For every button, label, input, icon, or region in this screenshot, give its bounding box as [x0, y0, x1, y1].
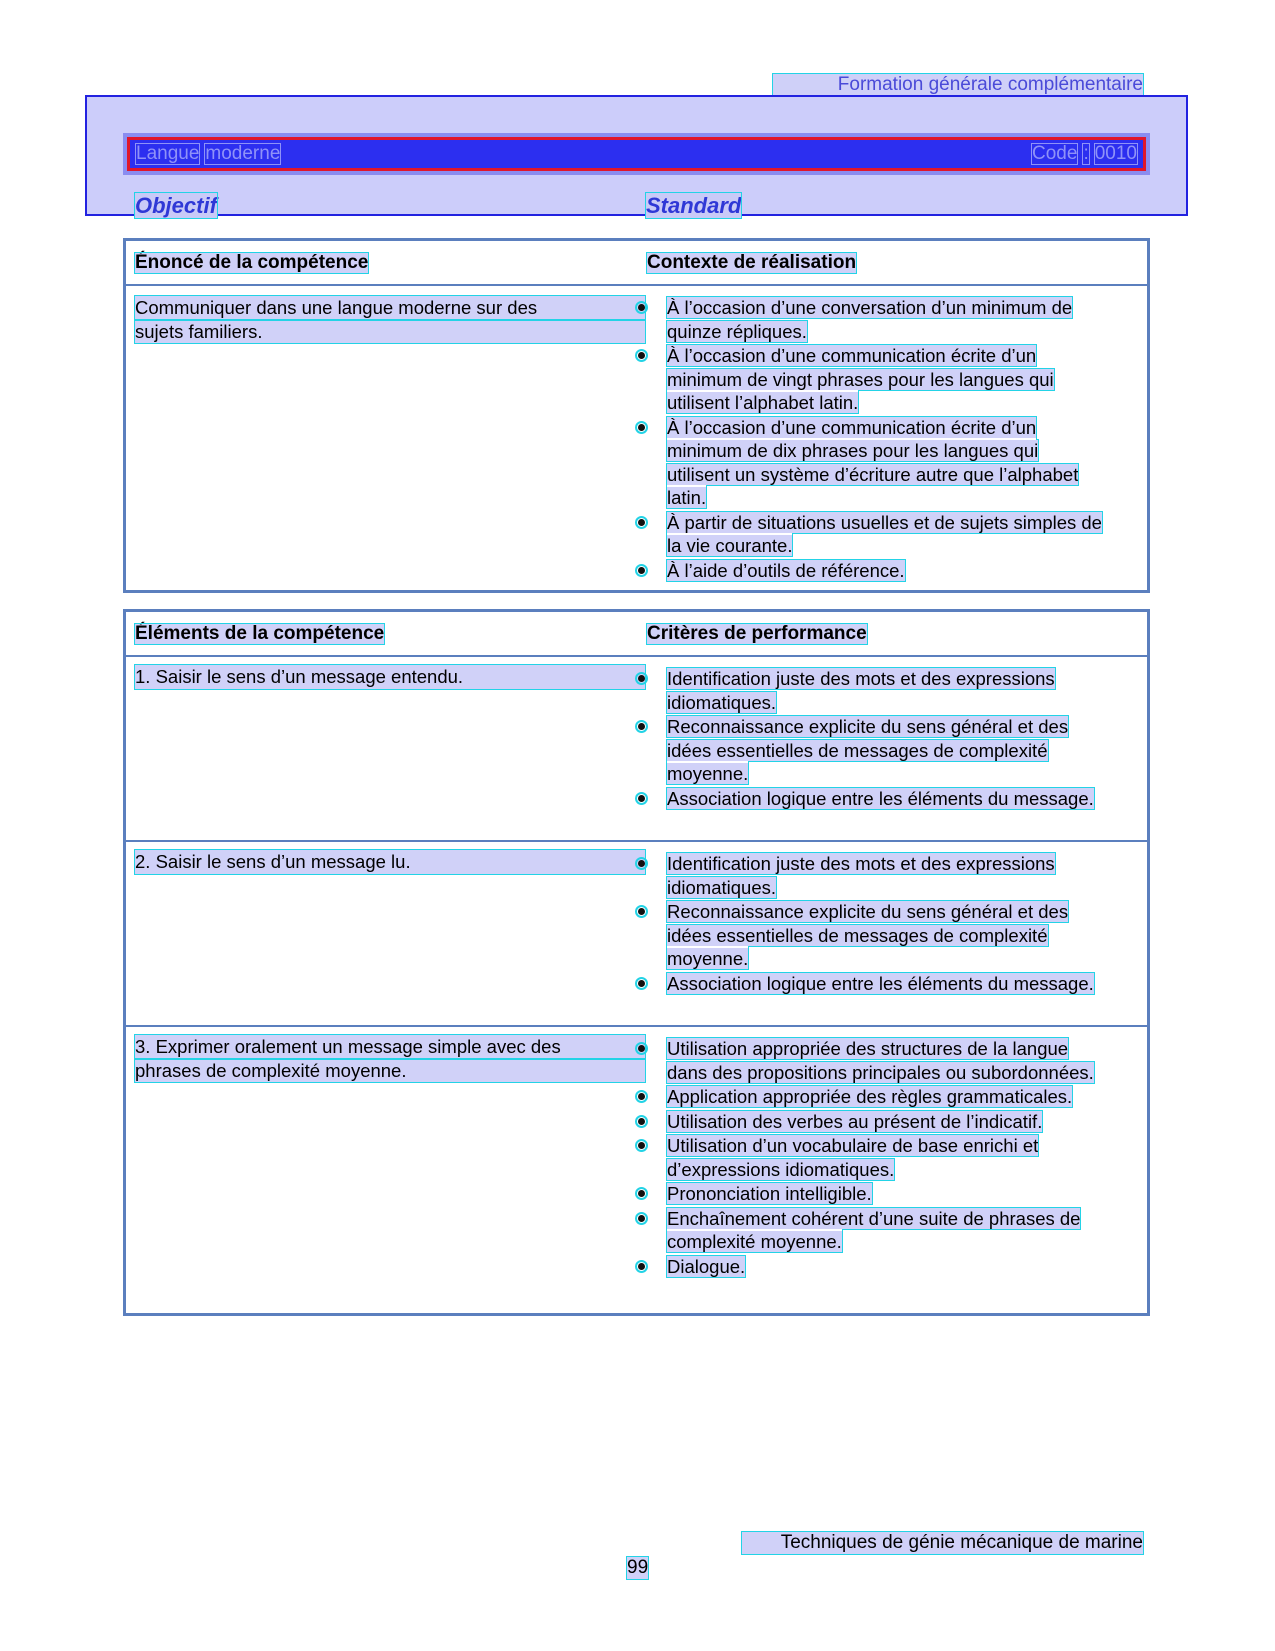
page-number: 99	[627, 1557, 649, 1578]
criteria-item: Association logique entre les éléments du message.	[636, 972, 1106, 996]
element-line	[135, 1059, 645, 1083]
criteria-item: Identification juste des mots et des expressions idiomatiques.	[636, 852, 1106, 899]
element-line	[135, 665, 645, 689]
competence-statement	[135, 296, 645, 343]
context-item: À l’aide d’outils de référence.	[636, 559, 1106, 583]
criteria-item: Reconnaissance explicite du sens général et des idées essentielles de messages de complexité moyenne.	[636, 715, 1106, 786]
criteria-item: Utilisation des verbes au présent de l’indicatif.	[636, 1110, 1106, 1134]
element-line	[135, 850, 645, 874]
competence-row	[126, 286, 1147, 591]
context-item: À l’occasion d’une conversation d’un minimum de quinze répliques.	[636, 296, 1106, 343]
element-row	[126, 657, 1147, 840]
criteria-item: Dialogue.	[636, 1255, 1106, 1279]
element-text: Saisir le sens d’un message entendu.	[155, 666, 464, 687]
element-number: 3.	[135, 1036, 151, 1057]
subject-word: moderne	[205, 143, 281, 164]
criteria-item: Enchaînement cohérent d’une suite de phrases de complexité moyenne.	[636, 1207, 1106, 1254]
context-list	[636, 296, 1106, 583]
statement-line: sujets familiers.	[135, 320, 645, 344]
criteria-list	[636, 852, 1106, 996]
course-code	[1032, 144, 1137, 164]
element-row	[126, 840, 1147, 1025]
element-number: 2.	[135, 851, 151, 872]
criteria-list	[636, 1037, 1106, 1279]
element-statement	[135, 1035, 645, 1082]
code-separator: :	[1083, 143, 1089, 164]
element-statement	[135, 850, 645, 874]
context-item: À l’occasion d’une communication écrite d’un minimum de vingt phrases pour les langues qui utilisent l’alphabet latin.	[636, 344, 1106, 415]
criteria-item: Reconnaissance explicite du sens général et des idées essentielles de messages de complexité moyenne.	[636, 900, 1106, 971]
elements-panel-header	[126, 612, 1147, 657]
criteria-item: Utilisation d’un vocabulaire de base enrichi et d’expressions idiomatiques.	[636, 1134, 1106, 1181]
code-bar	[123, 133, 1150, 175]
objective-heading: Objectif	[135, 193, 217, 218]
competence-panel-header	[126, 241, 1147, 286]
subject-title	[136, 144, 280, 164]
competence-panel	[123, 238, 1150, 593]
criteria-list	[636, 667, 1106, 811]
statement-line: Communiquer dans une langue moderne sur des	[135, 296, 645, 320]
program-label: Formation générale complémentaire	[773, 74, 1143, 96]
criteria-heading: Critères de performance	[647, 623, 867, 644]
element-text: phrases de complexité moyenne.	[135, 1059, 407, 1081]
element-number: 1.	[135, 666, 151, 687]
context-item: À partir de situations usuelles et de sujets simples de la vie courante.	[636, 511, 1106, 558]
statement-heading: Énoncé de la compétence	[135, 252, 369, 273]
code-value: 0010	[1094, 143, 1137, 164]
standard-heading: Standard	[646, 193, 742, 218]
element-text: Saisir le sens d’un message lu.	[155, 851, 411, 872]
criteria-item: Prononciation intelligible.	[636, 1182, 1106, 1206]
context-heading: Contexte de réalisation	[647, 252, 857, 273]
footer-program-title: Techniques de génie mécanique de marine	[742, 1532, 1143, 1554]
subject-word: Langue	[136, 143, 200, 164]
element-row	[126, 1025, 1147, 1314]
code-label: Code	[1032, 143, 1078, 164]
elements-heading: Éléments de la compétence	[135, 623, 385, 644]
element-text: Exprimer oralement un message simple avec des	[155, 1036, 561, 1057]
elements-panel	[123, 609, 1150, 1316]
criteria-item: Association logique entre les éléments du message.	[636, 787, 1106, 811]
element-line	[135, 1035, 645, 1059]
element-statement	[135, 665, 645, 689]
criteria-item: Application appropriée des règles grammaticales.	[636, 1085, 1106, 1109]
criteria-item: Utilisation appropriée des structures de la langue dans des propositions principales ou subordonnées.	[636, 1037, 1106, 1084]
code-bar-inner	[127, 137, 1146, 171]
criteria-item: Identification juste des mots et des expressions idiomatiques.	[636, 667, 1106, 714]
context-item: À l’occasion d’une communication écrite d’un minimum de dix phrases pour les langues qui utilisent un système d’écriture autre que l’alphabet latin.	[636, 416, 1106, 510]
